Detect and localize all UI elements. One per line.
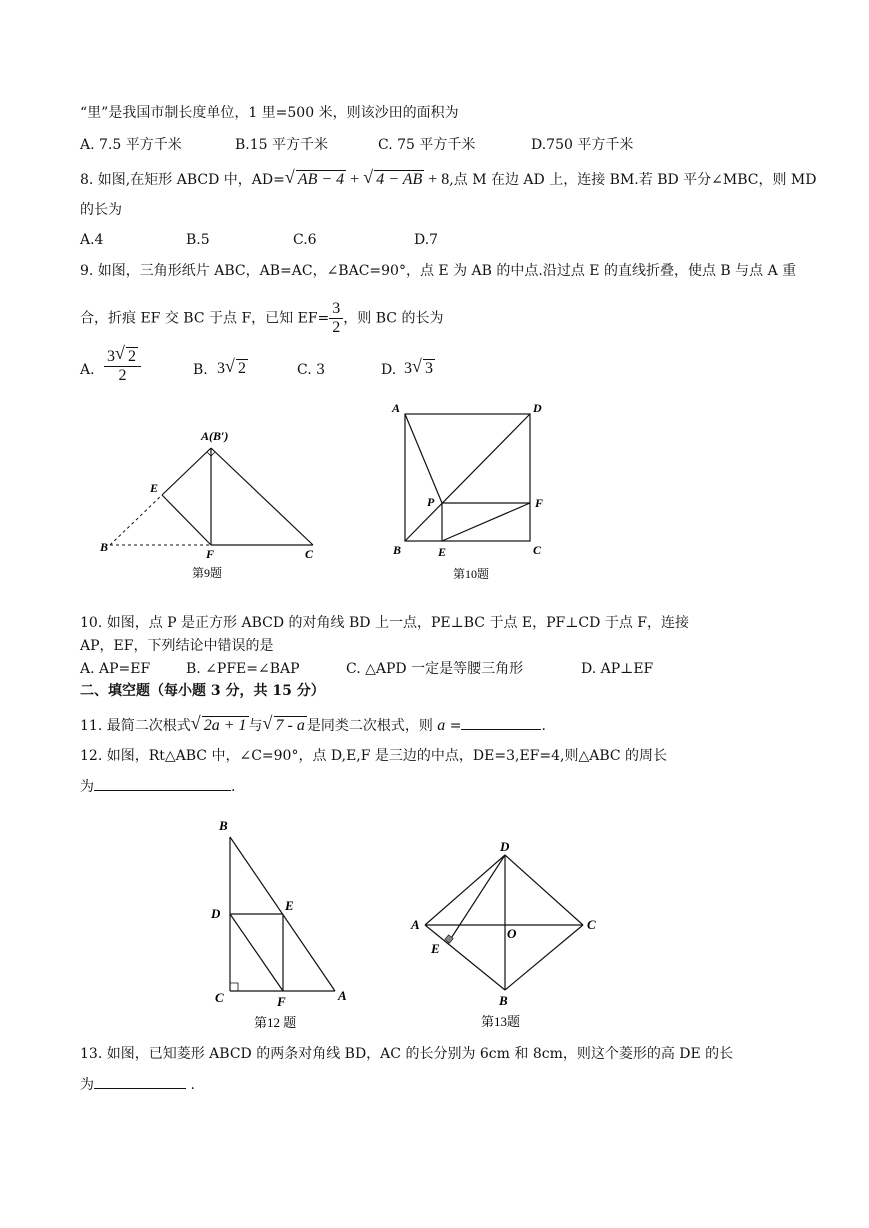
fig9-label-c: C xyxy=(305,547,314,561)
figure-10 xyxy=(385,398,565,588)
q7-text: “里”是我国市制长度单位，1 里=500 米，则该沙田的面积为 xyxy=(80,105,459,121)
q12-line2: 为 . xyxy=(80,776,235,797)
q9-line1: 9. 如图，三角形纸片 ABC，AB=AC，∠BAC=90°，点 E 为 AB 的中点.沿过点 E 的直线折叠，使点 B 与点 A 重 xyxy=(80,263,797,279)
q8-line1: 8. 如图,在矩形 ABCD 中，AD= √ AB − 4 + √ 4 − AB + 8,点 M 在边 AD 上，连接 BM.若 BD 平分∠MBC，则 MD xyxy=(80,167,817,188)
q7-option-c: C. 75 平方千米 xyxy=(378,137,476,153)
q13-line2: 为 . xyxy=(80,1074,195,1095)
q9-option-a-value: 3 √ 2 2 xyxy=(104,347,141,385)
fig13-label-c: C xyxy=(587,917,596,932)
q13-answer-blank[interactable] xyxy=(94,1074,186,1089)
fig10-label-c: C xyxy=(533,543,542,557)
fig13-side-cb xyxy=(505,925,583,990)
fig9-caption: 第9题 xyxy=(192,566,223,580)
fig9-line-ac xyxy=(211,448,313,545)
q8-pre: 8. 如图,在矩形 ABCD 中，AD= xyxy=(80,172,285,188)
q10-option-a: A. AP=EF xyxy=(80,661,151,677)
fig10-line-ap xyxy=(405,414,442,503)
fig12-label-e: E xyxy=(285,898,294,913)
fig9-label-b: B xyxy=(100,540,109,554)
fig9-label-a: A(B′) xyxy=(201,429,229,443)
q9-option-d-value: 3 √ 3 xyxy=(404,356,433,377)
fig13-label-b: B xyxy=(499,993,508,1008)
fig12-label-f: F xyxy=(277,994,286,1009)
fig12-label-a: A xyxy=(338,988,347,1003)
q9-fraction: $\frac{3}{2}$ xyxy=(329,300,343,337)
q8-radical-2: √ 4 − AB xyxy=(363,167,423,188)
fig12-line-df xyxy=(230,914,283,991)
q9-option-d-label: D. xyxy=(381,362,397,378)
fig10-diagonal-bd xyxy=(405,414,530,541)
q7-option-d: D.750 平方千米 xyxy=(531,137,634,153)
q9-option-b-label: B. xyxy=(193,362,208,378)
fig13-label-a: A xyxy=(411,917,420,932)
q8-radical-1: √ AB − 4 xyxy=(284,167,345,188)
fig13-side-ba xyxy=(425,925,505,990)
fig13-height-de xyxy=(448,855,505,943)
fig10-label-b: B xyxy=(393,543,402,557)
q12-line1: 12. 如图，Rt△ABC 中，∠C=90°，点 D,E,F 是三边的中点，DE=3,EF=4,则△ABC 的周长 xyxy=(80,748,668,764)
q11-line: 11. 最简二次根式 √ 2a + 1 与 √ 7 - a 是同类二次根式，则 a = . xyxy=(80,713,546,734)
q12-answer-blank[interactable] xyxy=(94,776,231,791)
fig10-label-d: D xyxy=(533,401,542,415)
figure-12 xyxy=(205,812,365,1037)
fig12-label-b: B xyxy=(219,818,228,833)
q9-option-b-value: 3 √ 2 xyxy=(217,356,246,377)
q11-radical-2: √ 7 - a xyxy=(262,713,305,734)
q8-option-c: C.6 xyxy=(293,232,317,248)
fig9-line-ef xyxy=(162,495,211,545)
q11-answer-blank[interactable] xyxy=(461,715,541,730)
fig13-label-e: E xyxy=(431,941,440,956)
fig10-label-e: E xyxy=(438,545,447,559)
q9-option-c: C. 3 xyxy=(297,362,326,378)
q10-line2: AP，EF，下列结论中错误的是 xyxy=(80,638,274,654)
fig9-label-f: F xyxy=(206,547,215,561)
fig12-label-c: C xyxy=(215,990,224,1005)
fig13-side-ad xyxy=(425,855,505,925)
fig10-label-p: P xyxy=(427,495,435,509)
figure-13 xyxy=(405,840,605,1035)
fig12-label-d: D xyxy=(211,906,221,921)
fig12-caption: 第12 题 xyxy=(254,1015,297,1030)
section-2-title: 二、填空题（每小题 3 分，共 15 分） xyxy=(80,683,325,699)
q8-line2: 的长为 xyxy=(80,202,122,218)
fig10-label-a: A xyxy=(392,401,401,415)
q8-option-a: A.4 xyxy=(80,232,104,248)
q7-option-b: B.15 平方千米 xyxy=(235,137,329,153)
fig9-label-e: E xyxy=(150,481,159,495)
fig13-label-d: D xyxy=(500,840,510,854)
q10-option-d: D. AP⊥EF xyxy=(581,661,654,677)
fig10-caption: 第10题 xyxy=(453,567,490,581)
fig9-dashed-be xyxy=(110,495,162,545)
fig10-label-f: F xyxy=(535,496,544,510)
q9-option-a-label: A. xyxy=(80,362,95,378)
fig10-line-ef xyxy=(442,503,530,541)
q11-radical-1: √ 2a + 1 xyxy=(190,713,247,734)
q7-option-a: A. 7.5 平方千米 xyxy=(80,137,182,153)
q8-option-b: B.5 xyxy=(186,232,210,248)
fig13-caption: 第13题 xyxy=(481,1014,521,1029)
q13-line1: 13. 如图，已知菱形 ABCD 的两条对角线 BD，AC 的长分别为 6cm 和 8cm，则这个菱形的高 DE 的长 xyxy=(80,1046,734,1062)
fig9-line-ea xyxy=(162,448,211,495)
fig13-label-o: O xyxy=(507,926,517,941)
q10-line1: 10. 如图，点 P 是正方形 ABCD 的对角线 BD 上一点，PE⊥BC 于点 E，PF⊥CD 于点 F，连接 xyxy=(80,615,689,631)
q10-option-c: C. △APD 一定是等腰三角形 xyxy=(346,661,524,677)
q8-option-d: D.7 xyxy=(414,232,439,248)
q8-post: 点 M 在边 AD 上，连接 BM.若 BD 平分∠MBC，则 MD xyxy=(453,172,817,188)
q10-option-b: B. ∠PFE=∠BAP xyxy=(186,661,300,677)
fig12-right-angle-mark xyxy=(230,983,238,991)
figure-9 xyxy=(90,420,330,590)
q9-line2: 合，折痕 EF 交 BC 于点 F，已知 EF= $\frac{3}{2}$ ，则 BC 的长为 xyxy=(80,300,444,336)
fig13-side-dc xyxy=(505,855,583,925)
